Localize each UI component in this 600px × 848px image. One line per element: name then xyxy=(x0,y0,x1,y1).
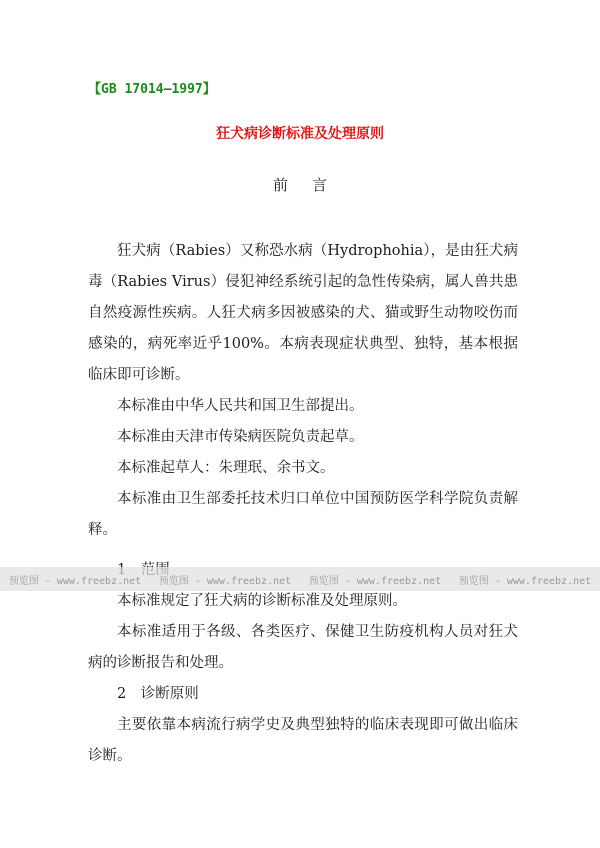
watermark-text: 预览图 - www.freebz.net xyxy=(458,575,592,587)
watermark-text: 预览图 - www.freebz.net xyxy=(8,575,142,587)
preface-body xyxy=(88,236,518,546)
section-2-heading: 2 诊断原则 xyxy=(117,686,199,702)
document-title: 狂犬病诊断标准及处理原则 xyxy=(216,126,384,142)
preface-heading: 前言 xyxy=(272,176,351,194)
paragraph: 本标准规定了狂犬病的诊断标准及处理原则。 xyxy=(117,593,407,609)
watermark-banner xyxy=(0,567,600,591)
paragraph: 主要依靠本病流行病学史及典型独特的临床表现即可做出临床诊断。 xyxy=(88,717,518,764)
standard-code: 【GB 17014—1997】 xyxy=(88,82,216,97)
paragraph: 本标准由卫生部委托技术归口单位中国预防医学科学院负责解释。 xyxy=(88,491,518,538)
paragraph: 本标准由中华人民共和国卫生部提出。 xyxy=(117,398,364,414)
paragraph: 狂犬病（Rabies）又称恐水病（Hydrophohia），是由狂犬病毒（Rabies Virus）侵犯神经系统引起的急性传染病，属人兽共患自然疫源性疾病。人狂犬病多因被感染的犬、猫或野生动物咬伤而感染的，病死率近乎100%。本病表现症状典型、独特，基本根据临床即可诊断。 xyxy=(88,243,518,383)
paragraph: 本标准由天津市传染病医院负责起草。 xyxy=(117,429,364,445)
watermark-text: 预览图 - www.freebz.net xyxy=(158,575,292,587)
watermark-text: 预览图 - www.freebz.net xyxy=(308,575,442,587)
paragraph: 本标准起草人：朱理珉、余书文。 xyxy=(117,460,335,476)
paragraph: 本标准适用于各级、各类医疗、保健卫生防疫机构人员对狂犬病的诊断报告和处理。 xyxy=(88,624,518,671)
